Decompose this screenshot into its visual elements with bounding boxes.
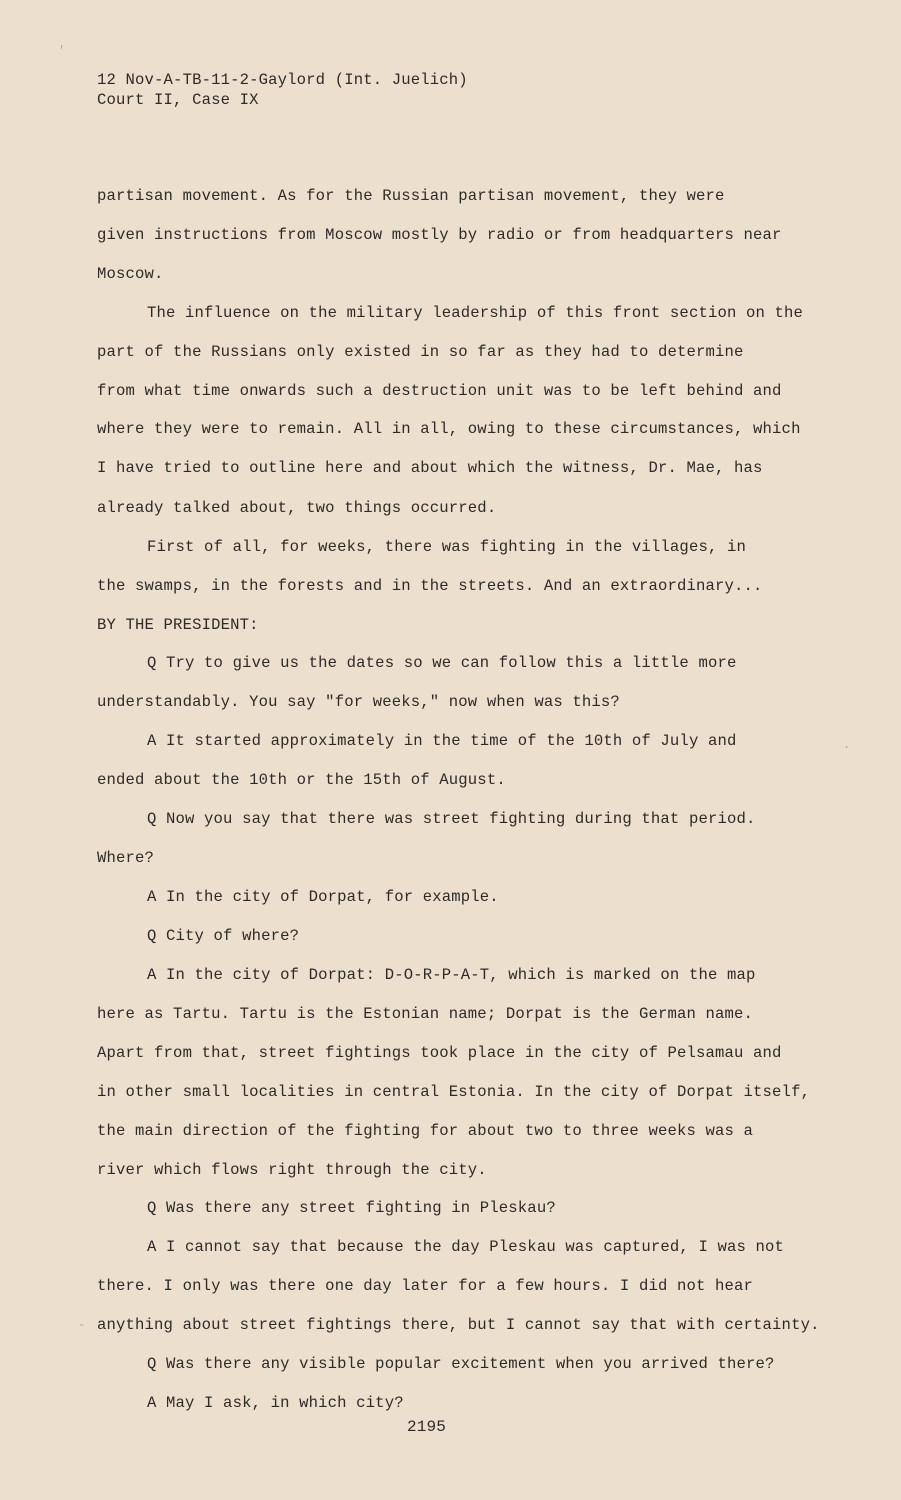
transcript-line: A It started approximately in the time of the 10th of July and — [147, 732, 737, 750]
transcript-line: already talked about, two things occurred. — [97, 499, 497, 517]
page-number: 2195 — [407, 1418, 447, 1436]
header-reference: 12 Nov-A-TB-11-2-Gaylord (Int. Juelich) — [97, 71, 468, 89]
transcript-line: Moscow. — [97, 265, 164, 283]
transcript-line: from what time onwards such a destruction unit was to be left behind and — [97, 382, 782, 400]
transcript-line: understandably. You say "for weeks," now when was this? — [97, 693, 620, 711]
transcript-line: given instructions from Moscow mostly by radio or from headquarters near — [97, 226, 782, 244]
transcript-line: A May I ask, in which city? — [147, 1394, 404, 1412]
transcript-line: where they were to remain. All in all, owing to these circumstances, which — [97, 420, 801, 438]
transcript-line: here as Tartu. Tartu is the Estonian name; Dorpat is the German name. — [97, 1005, 754, 1023]
transcript-line: Q Try to give us the dates so we can follow this a little more — [147, 654, 737, 672]
transcript-line: ended about the 10th or the 15th of August. — [97, 771, 506, 789]
paper-speck: ' — [58, 44, 66, 58]
transcript-line: Q Was there any street fighting in Pleskau? — [147, 1199, 556, 1217]
speaker-heading: BY THE PRESIDENT: — [97, 616, 259, 634]
transcript-line: anything about street fightings there, but I cannot say that with certainty. — [97, 1316, 820, 1334]
paper-speck: - — [78, 1318, 86, 1332]
transcript-line: river which flows right through the city. — [97, 1161, 487, 1179]
transcript-line: in other small localities in central Estonia. In the city of Dorpat itself, — [97, 1083, 811, 1101]
header-court-case: Court II, Case IX — [97, 91, 259, 109]
transcript-line: there. I only was there one day later for a few hours. I did not hear — [97, 1277, 754, 1295]
transcript-line: A I cannot say that because the day Pleskau was captured, I was not — [147, 1238, 785, 1256]
transcript-line: part of the Russians only existed in so far as they had to determine — [97, 343, 744, 361]
transcript-line: Where? — [97, 849, 155, 867]
transcript-line: I have tried to outline here and about which the witness, Dr. Mae, has — [97, 459, 763, 477]
paper-speck: . — [843, 738, 851, 752]
transcript-line: the swamps, in the forests and in the streets. And an extraordinary... — [97, 577, 763, 595]
transcript-line: partisan movement. As for the Russian partisan movement, they were — [97, 187, 725, 205]
transcript-line: The influence on the military leadership of this front section on the — [147, 304, 804, 322]
transcript-line: Q Now you say that there was street fighting during that period. — [147, 810, 756, 828]
transcript-line: A In the city of Dorpat, for example. — [147, 888, 499, 906]
transcript-line: A In the city of Dorpat: D-O-R-P-A-T, which is marked on the map — [147, 966, 756, 984]
transcript-line: the main direction of the fighting for about two to three weeks was a — [97, 1122, 754, 1140]
transcript-line: Apart from that, street fightings took place in the city of Pelsamau and — [97, 1044, 782, 1062]
transcript-line: Q City of where? — [147, 927, 300, 945]
transcript-line: Q Was there any visible popular excitement when you arrived there? — [147, 1355, 775, 1373]
transcript-line: First of all, for weeks, there was fighting in the villages, in — [147, 538, 746, 556]
